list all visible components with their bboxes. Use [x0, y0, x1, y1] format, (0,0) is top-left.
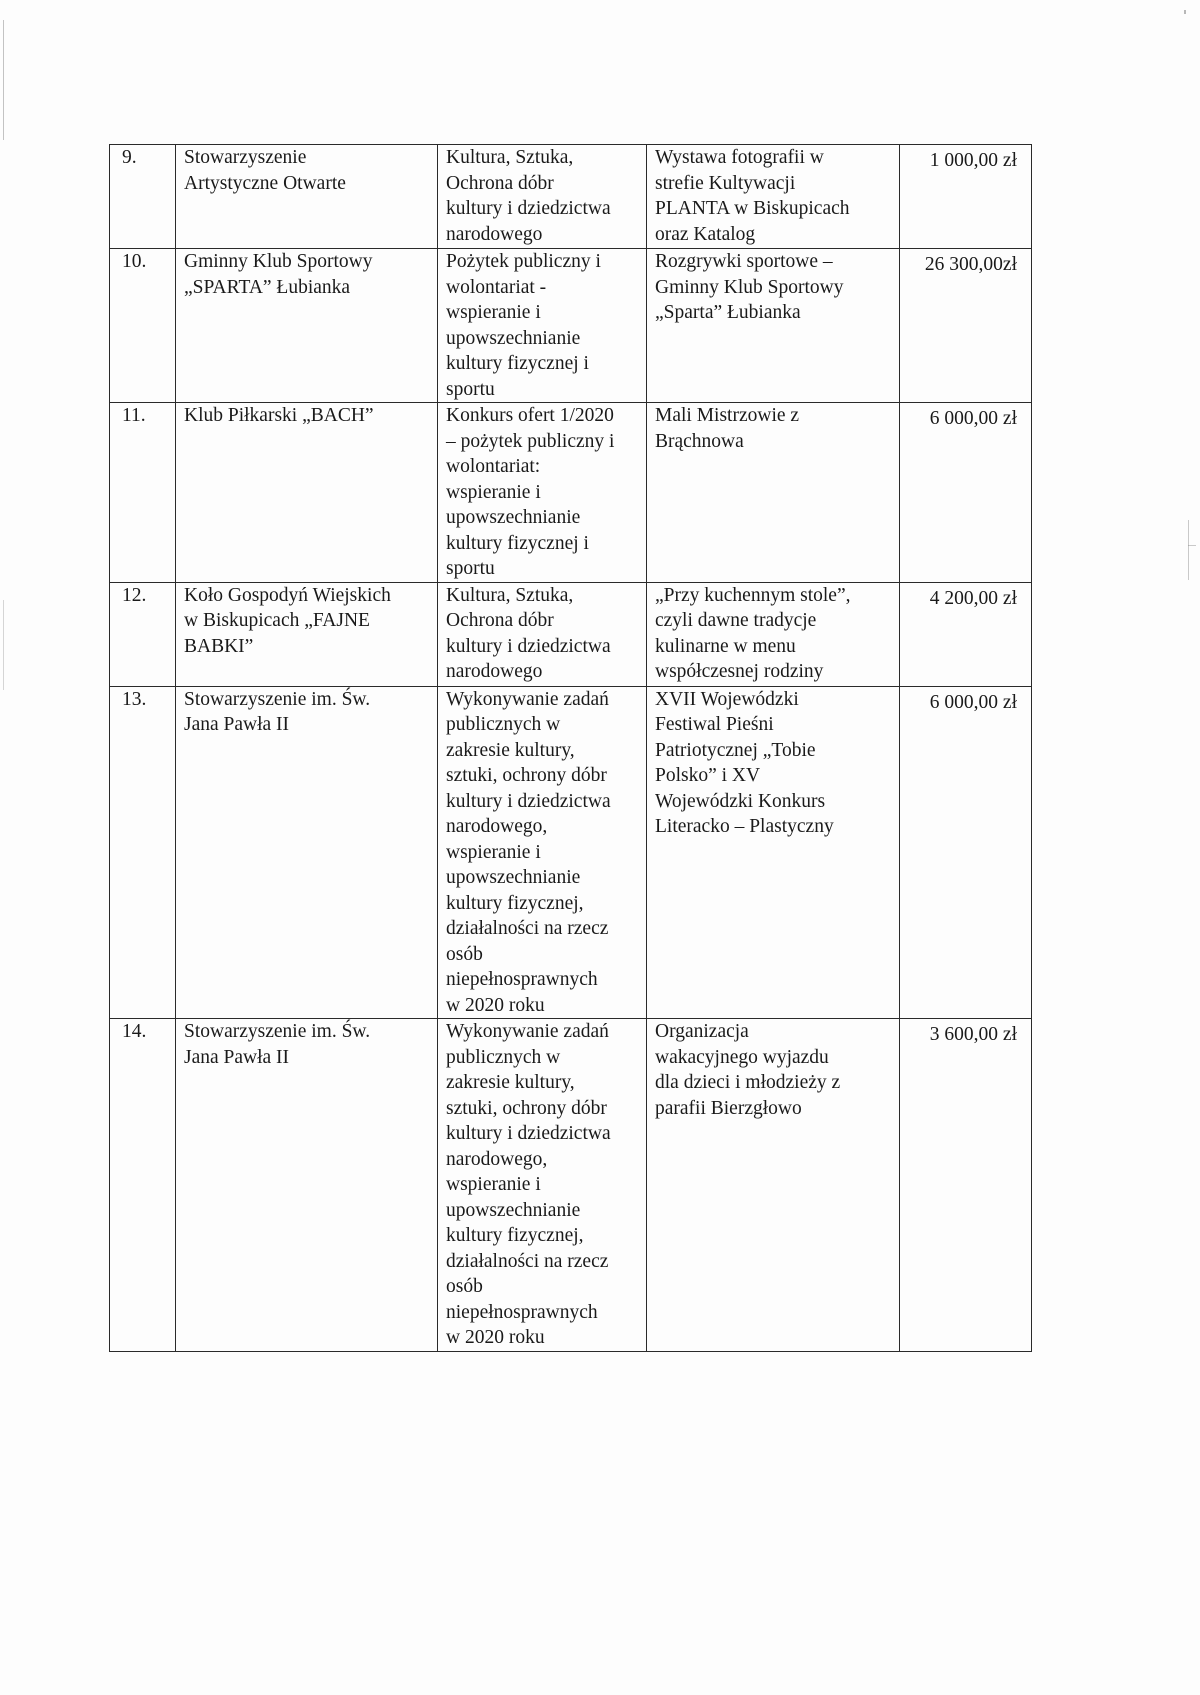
table-row — [110, 249, 1032, 403]
task-title-text: Mali Mistrzowie z Brąchnowa — [655, 405, 800, 452]
scan-edge-mark — [1188, 520, 1189, 580]
row-number: 12. — [110, 582, 176, 686]
grant-amount: 3 600,00 zł — [900, 1019, 1032, 1352]
task-area — [438, 403, 647, 583]
task-area-text: Wykonywanie zadań publicznych w zakresie kultury, sztuki, ochrony dóbr kultury i dziedzictwa narodowego, wspieranie i upowszechnianie kultury fizycznej, działalności na rzecz osób niepełnosprawnych w 2020 roku — [446, 1021, 611, 1348]
table-row — [110, 686, 1032, 1019]
organization-text: Gminny Klub Sportowy „SPARTA” Łubianka — [184, 251, 373, 298]
row-number: 10. — [110, 249, 176, 403]
organization-text: Stowarzyszenie im. Św. Jana Pawła II — [184, 1021, 371, 1068]
task-title — [647, 145, 900, 249]
task-title-text: Wystawa fotografii w strefie Kultywacji PLANTA w Biskupicach oraz Katalog — [655, 147, 850, 245]
grant-amount: 26 300,00zł — [900, 249, 1032, 403]
table-row — [110, 145, 1032, 249]
row-number: 11. — [110, 403, 176, 583]
row-number: 9. — [110, 145, 176, 249]
organization-name — [176, 403, 438, 583]
organization-text: Koło Gospodyń Wiejskich w Biskupicach „FAJNE BABKI” — [184, 584, 391, 657]
task-area-text: Konkurs ofert 1/2020 – pożytek publiczny i wolontariat: wspieranie i upowszechnianie kultury fizycznej i sportu — [446, 405, 615, 579]
organization-name — [176, 249, 438, 403]
task-area — [438, 582, 647, 686]
grants-table — [109, 144, 1032, 1352]
task-area-text: Kultura, Sztuka, Ochrona dóbr kultury i dziedzictwa narodowego — [446, 147, 611, 245]
grant-amount: 1 000,00 zł — [900, 145, 1032, 249]
task-title — [647, 1019, 900, 1352]
grant-amount: 6 000,00 zł — [900, 686, 1032, 1019]
scan-edge-mark — [3, 600, 4, 690]
organization-name — [176, 582, 438, 686]
task-title — [647, 403, 900, 583]
organization-name — [176, 686, 438, 1019]
task-area — [438, 249, 647, 403]
grant-amount: 4 200,00 zł — [900, 582, 1032, 686]
organization-text: Klub Piłkarski „BACH” — [184, 405, 374, 426]
organization-name — [176, 145, 438, 249]
task-title — [647, 686, 900, 1019]
row-number: 13. — [110, 686, 176, 1019]
scan-edge-mark — [1188, 545, 1196, 546]
task-title-text: XVII Wojewódzki Festiwal Pieśni Patriotycznej „Tobie Polsko” i XV Wojewódzki Konkurs Literacko – Plastyczny — [655, 688, 834, 837]
row-number: 14. — [110, 1019, 176, 1352]
grant-amount: 6 000,00 zł — [900, 403, 1032, 583]
organization-text: Stowarzyszenie Artystyczne Otwarte — [184, 147, 346, 194]
task-area — [438, 1019, 647, 1352]
organization-name — [176, 1019, 438, 1352]
task-title — [647, 582, 900, 686]
scan-edge-mark — [3, 20, 4, 140]
task-title-text: Organizacja wakacyjnego wyjazdu dla dzieci i młodzieży z parafii Bierzgłowo — [655, 1021, 841, 1119]
task-title — [647, 249, 900, 403]
organization-text: Stowarzyszenie im. Św. Jana Pawła II — [184, 688, 371, 735]
task-area-text: Wykonywanie zadań publicznych w zakresie kultury, sztuki, ochrony dóbr kultury i dziedzictwa narodowego, wspieranie i upowszechnianie kultury fizycznej, działalności na rzecz osób niepełnosprawnych w 2020 roku — [446, 688, 611, 1016]
task-area-text: Kultura, Sztuka, Ochrona dóbr kultury i dziedzictwa narodowego — [446, 584, 611, 682]
task-area — [438, 686, 647, 1019]
task-area-text: Pożytek publiczny i wolontariat - wspieranie i upowszechnianie kultury fizycznej i sportu — [446, 251, 601, 400]
task-area — [438, 145, 647, 249]
table-row — [110, 1019, 1032, 1352]
scan-edge-mark — [1184, 10, 1186, 14]
table-row — [110, 403, 1032, 583]
task-title-text: Rozgrywki sportowe – Gminny Klub Sportowy „Sparta” Łubianka — [655, 251, 844, 323]
task-title-text: „Przy kuchennym stole”, czyli dawne tradycje kulinarne w menu współczesnej rodziny — [655, 584, 851, 682]
table-row — [110, 582, 1032, 686]
